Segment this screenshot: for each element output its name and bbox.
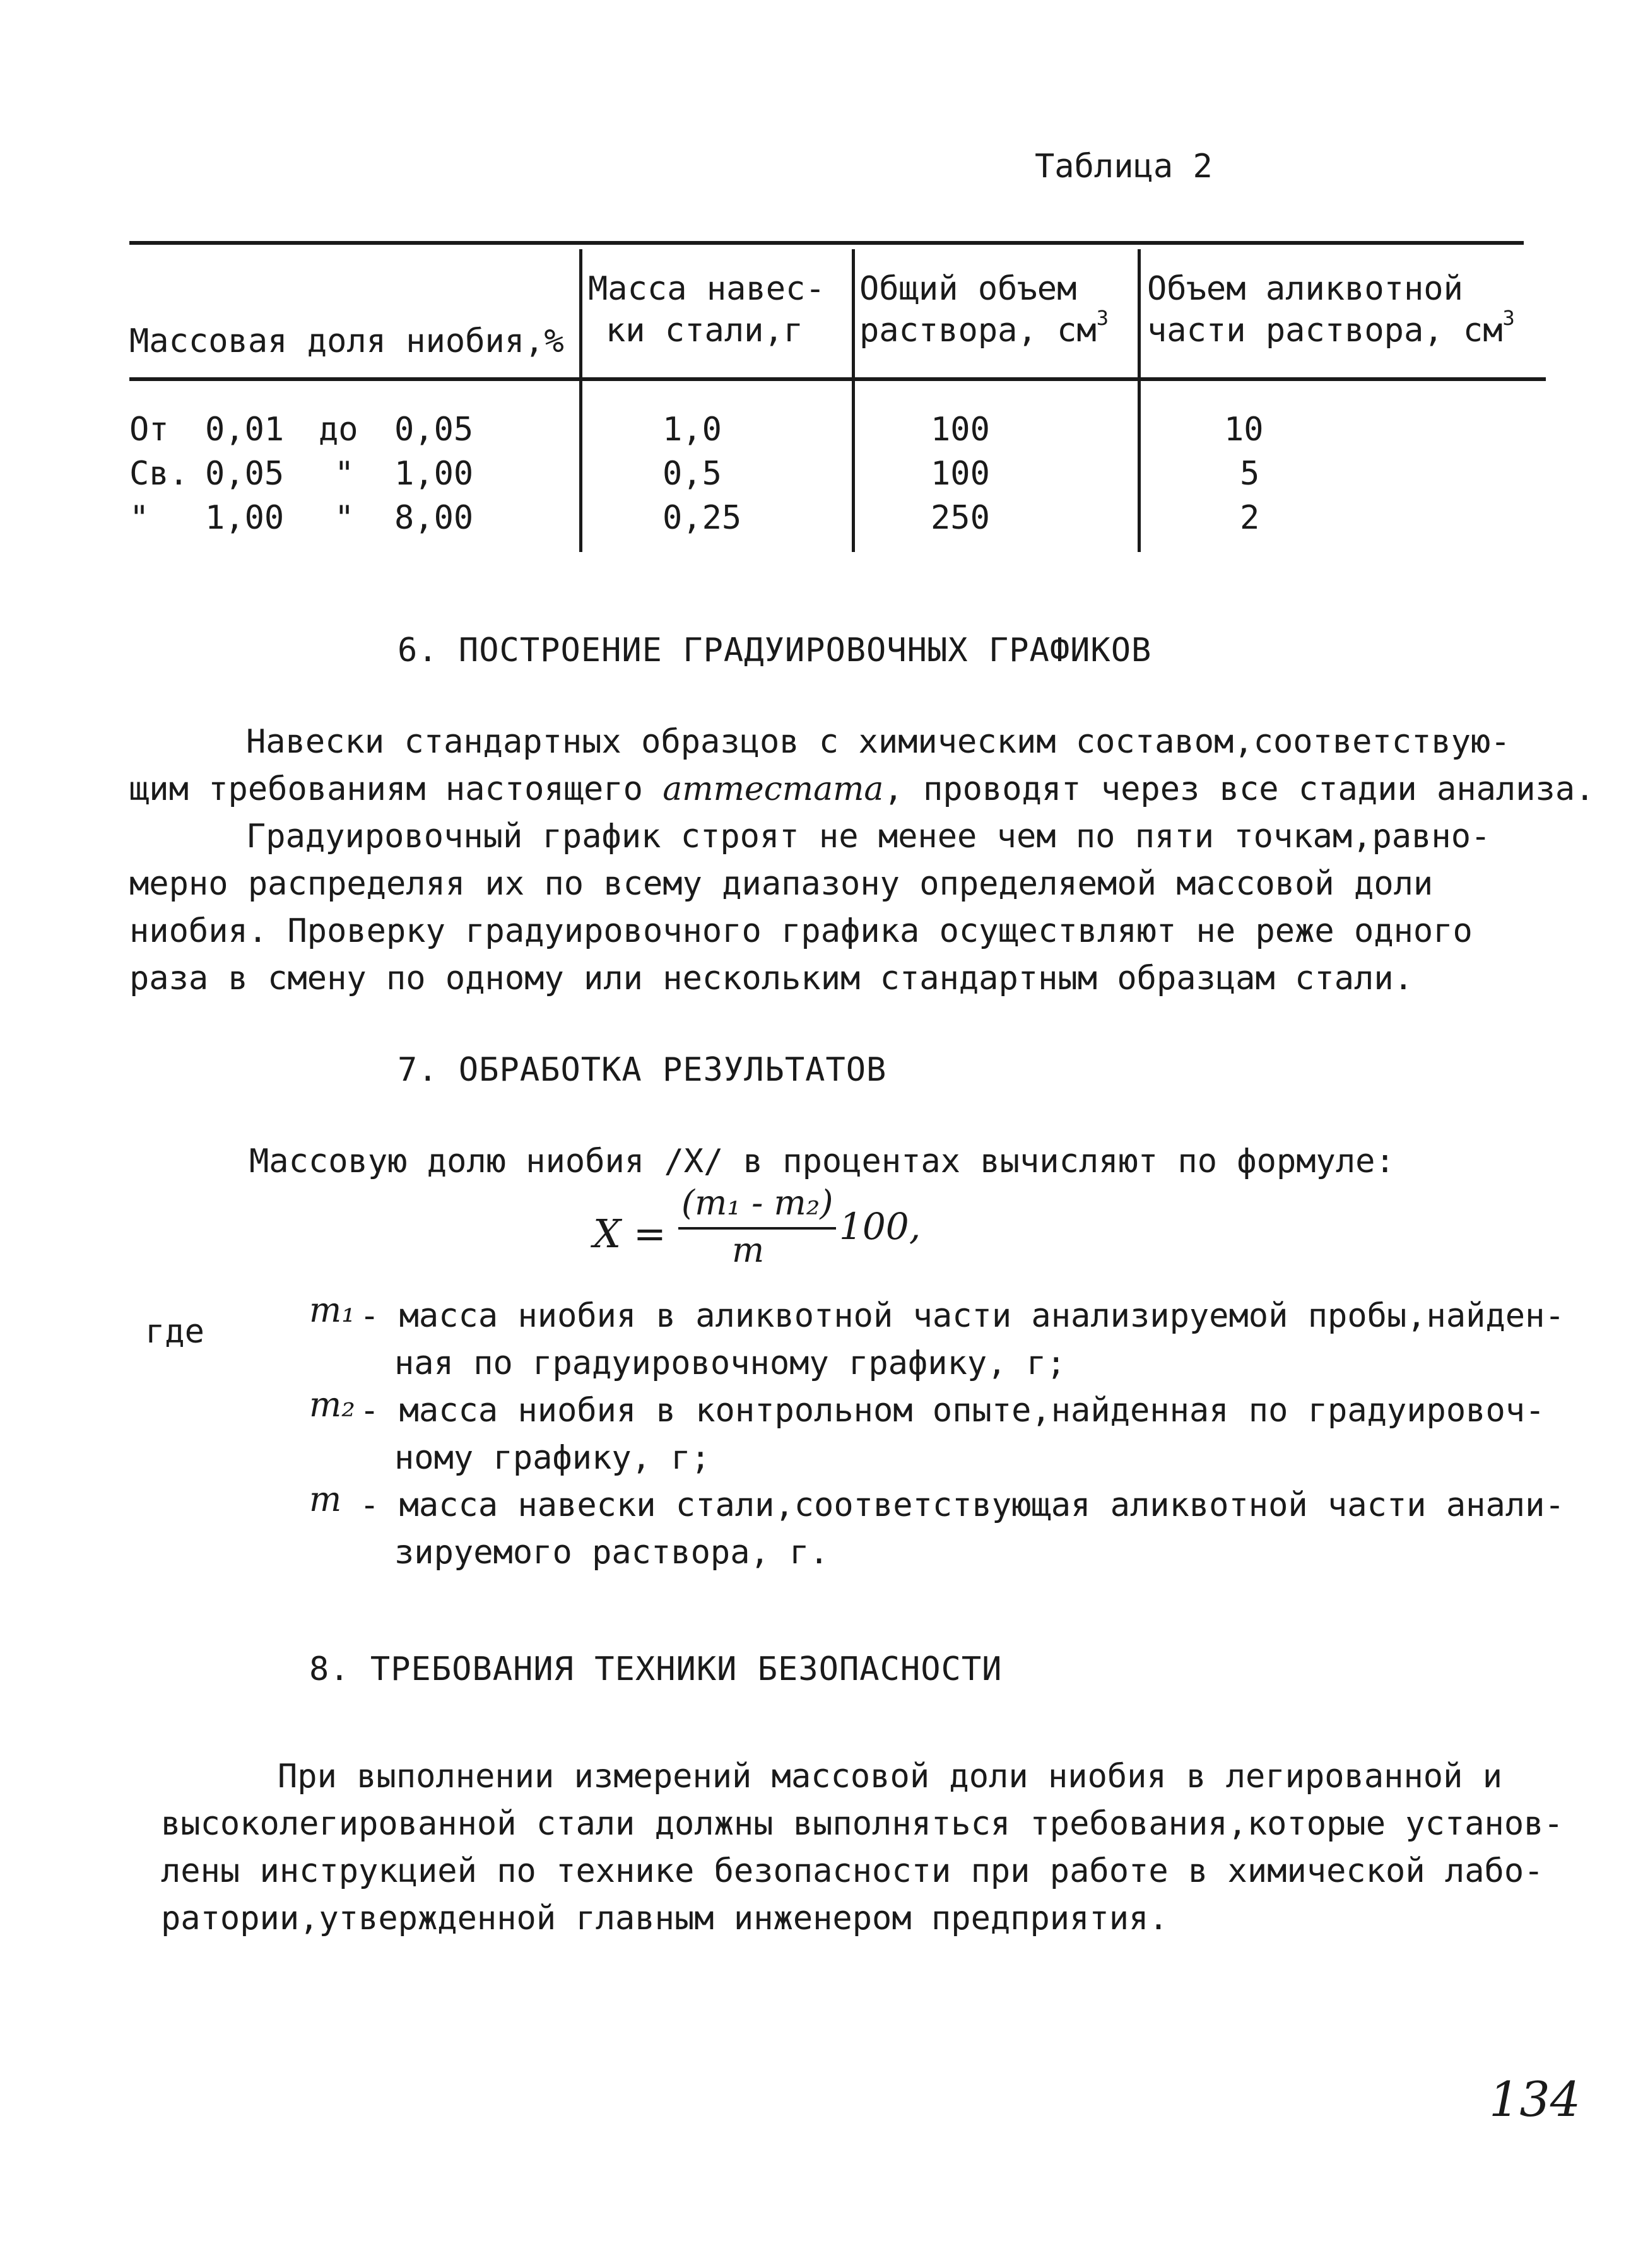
section-6-title: 6. ПОСТРОЕНИЕ ГРАДУИРОВОЧНЫХ ГРАФИКОВ <box>398 632 1152 669</box>
total-volume-value: 250 <box>931 499 990 537</box>
aliquot-volume-value: 2 <box>1240 499 1260 537</box>
definition-symbol: m₁ <box>309 1290 355 1330</box>
header-total-volume-line2: раствора, $см^3$ <box>859 306 1109 350</box>
header-sample-mass-line2: ки стали,г <box>606 312 804 350</box>
where-label: где <box>145 1313 204 1351</box>
table-header-rule <box>129 377 1546 381</box>
header-aliquot-volume: Объем аликвотной <box>1147 270 1463 308</box>
section-6-text-line: Навески стандартных образцов с химическим составом,соответствую- <box>246 723 1510 761</box>
section-6-text-line: щим требованиям настоящего аттестата, проводят через все стадии анализа. <box>129 770 1595 808</box>
header-aliquot-volume-line2: части раствора, $см^3$ <box>1147 306 1515 350</box>
range-to-word: " <box>334 499 355 537</box>
table-caption: Таблица 2 <box>1035 148 1213 185</box>
range-to: 1,00 <box>394 455 474 493</box>
sample-mass-value: 0,5 <box>662 455 722 493</box>
definition-symbol: m <box>309 1479 342 1519</box>
formula-intro: Массовую долю ниобия /X/ в процентах вычисляют по формуле: <box>249 1143 1395 1180</box>
definition-text: ному графику, г; <box>394 1439 710 1477</box>
formula-factor: 100, <box>839 1205 921 1248</box>
total-volume-value: 100 <box>931 411 990 449</box>
section-6-text-line: Градуировочный график строят не менее чем по пяти точкам,равно- <box>246 818 1491 855</box>
range-from: 1,00 <box>205 499 285 537</box>
aliquot-volume-value: 5 <box>1240 455 1260 493</box>
section-6-text-line: ниобия. Проверку градуировочного графика осуществляют не реже одного <box>129 912 1473 950</box>
range-from: 0,05 <box>205 455 285 493</box>
header-sample-mass: Масса навес- <box>588 270 825 308</box>
definition-text: ная по градуировочному графику, г; <box>394 1344 1066 1382</box>
definition-text: - масса ниобия в аликвотной части анализируемой пробы,найден- <box>360 1297 1565 1335</box>
table-top-rule <box>129 241 1524 245</box>
section-8-title: 8. ТРЕБОВАНИЯ ТЕХНИКИ БЕЗОПАСНОСТИ <box>309 1650 1003 1688</box>
header-niobium-fraction: Массовая доля ниобия,% <box>129 322 564 360</box>
definition-symbol: m₂ <box>309 1385 355 1425</box>
section-8-text-line: При выполнении измерений массовой доли ниобия в легированной и <box>278 1758 1503 1795</box>
definition-text: - масса ниобия в контрольном опыте,найденная по градуировоч- <box>360 1392 1545 1430</box>
definition-text: - масса навески стали,соответствующая аликвотной части анали- <box>360 1486 1565 1524</box>
fraction-bar <box>678 1227 836 1230</box>
section-6-text-line: мерно распределяя их по всему диапазону определяемой массовой доли <box>129 865 1434 903</box>
section-8-text-line: ратории,утвержденной главным инженером предприятия. <box>161 1900 1169 1937</box>
header-total-volume: Общий объем <box>859 270 1077 308</box>
table-col-divider <box>1138 249 1141 552</box>
range-to: 8,00 <box>394 499 474 537</box>
definition-text: зируемого раствора, г. <box>394 1534 829 1572</box>
formula-lhs: X = <box>593 1211 666 1257</box>
range-prefix: От <box>129 411 169 449</box>
formula-denominator: m <box>732 1230 765 1270</box>
range-from: 0,01 <box>205 411 285 449</box>
section-7-title: 7. ОБРАБОТКА РЕЗУЛЬТАТОВ <box>398 1051 887 1089</box>
range-to: 0,05 <box>394 411 474 449</box>
handwritten-word: аттестата <box>662 770 884 808</box>
range-to-word: до <box>319 411 358 449</box>
sample-mass-value: 0,25 <box>662 499 742 537</box>
aliquot-volume-value: 10 <box>1224 411 1264 449</box>
sample-mass-value: 1,0 <box>662 411 722 449</box>
section-8-text-line: лены инструкцией по технике безопасности при работе в химической лабо- <box>161 1852 1544 1890</box>
section-8-text-line: высоколегированной стали должны выполняться требования,которые установ- <box>161 1805 1564 1843</box>
table-col-divider <box>579 249 582 552</box>
table-col-divider <box>852 249 855 552</box>
range-to-word: " <box>334 455 355 493</box>
page-number: 134 <box>1489 2071 1581 2127</box>
range-prefix: " <box>129 499 150 537</box>
formula-numerator: (m₁ - m₂) <box>681 1183 833 1223</box>
section-6-text-line: раза в смену по одному или нескольким стандартным образцам стали. <box>129 960 1413 997</box>
total-volume-value: 100 <box>931 455 990 493</box>
range-prefix: Св. <box>129 455 189 493</box>
